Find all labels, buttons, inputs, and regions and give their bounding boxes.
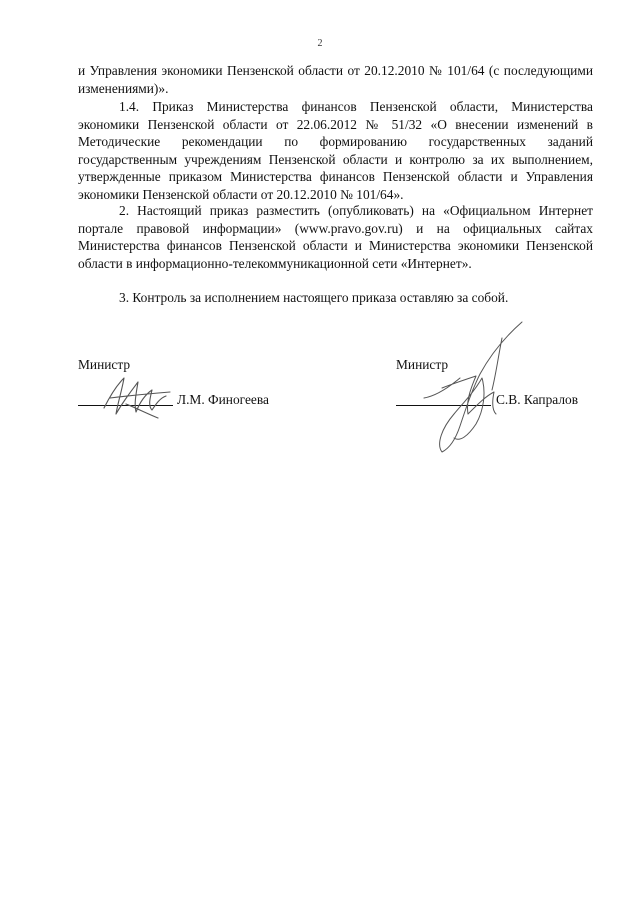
- paragraph-3: 3. Контроль за исполнением настоящего приказа оставляю за собой.: [119, 290, 509, 305]
- handwritten-signature-left: [96, 368, 176, 424]
- page-number: 2: [317, 38, 323, 49]
- paragraph-1-4: 1.4. Приказ Министерства финансов Пензенской области, Министерства экономики Пензенской области от 22.06.2012 № 51/32 «О внесении изменений в Методические рекомендации по формированию государственных заданий государственным учреждениям Пензенской области и контролю за их выполнением, утвержденные приказом Министерства финансов Пензенской области и Управления экономики Пензенской области от 20.12.2010 № 101/64».: [78, 99, 593, 202]
- paragraph-continuation: и Управления экономики Пензенской области от 20.12.2010 № 101/64 (с последующими изменениями)».: [78, 63, 593, 96]
- handwritten-signature-right: [402, 318, 532, 456]
- signatory-name-left: Л.М. Финогеева: [177, 392, 269, 407]
- signatory-name-right: С.В. Капралов: [496, 392, 579, 407]
- paragraph-2: 2. Настоящий приказ разместить (опубликовать) на «Официальном Интернет портале правовой информации» (www.pravo.gov.ru) и на официальных сайтах Министерства финансов Пензенской области и Министерства экономики Пензенской области в информационно-телекоммуникационной сети «Интернет».: [78, 203, 593, 271]
- signatory-title-right: Министр: [396, 357, 449, 372]
- signatory-title-left: Министр: [78, 357, 131, 372]
